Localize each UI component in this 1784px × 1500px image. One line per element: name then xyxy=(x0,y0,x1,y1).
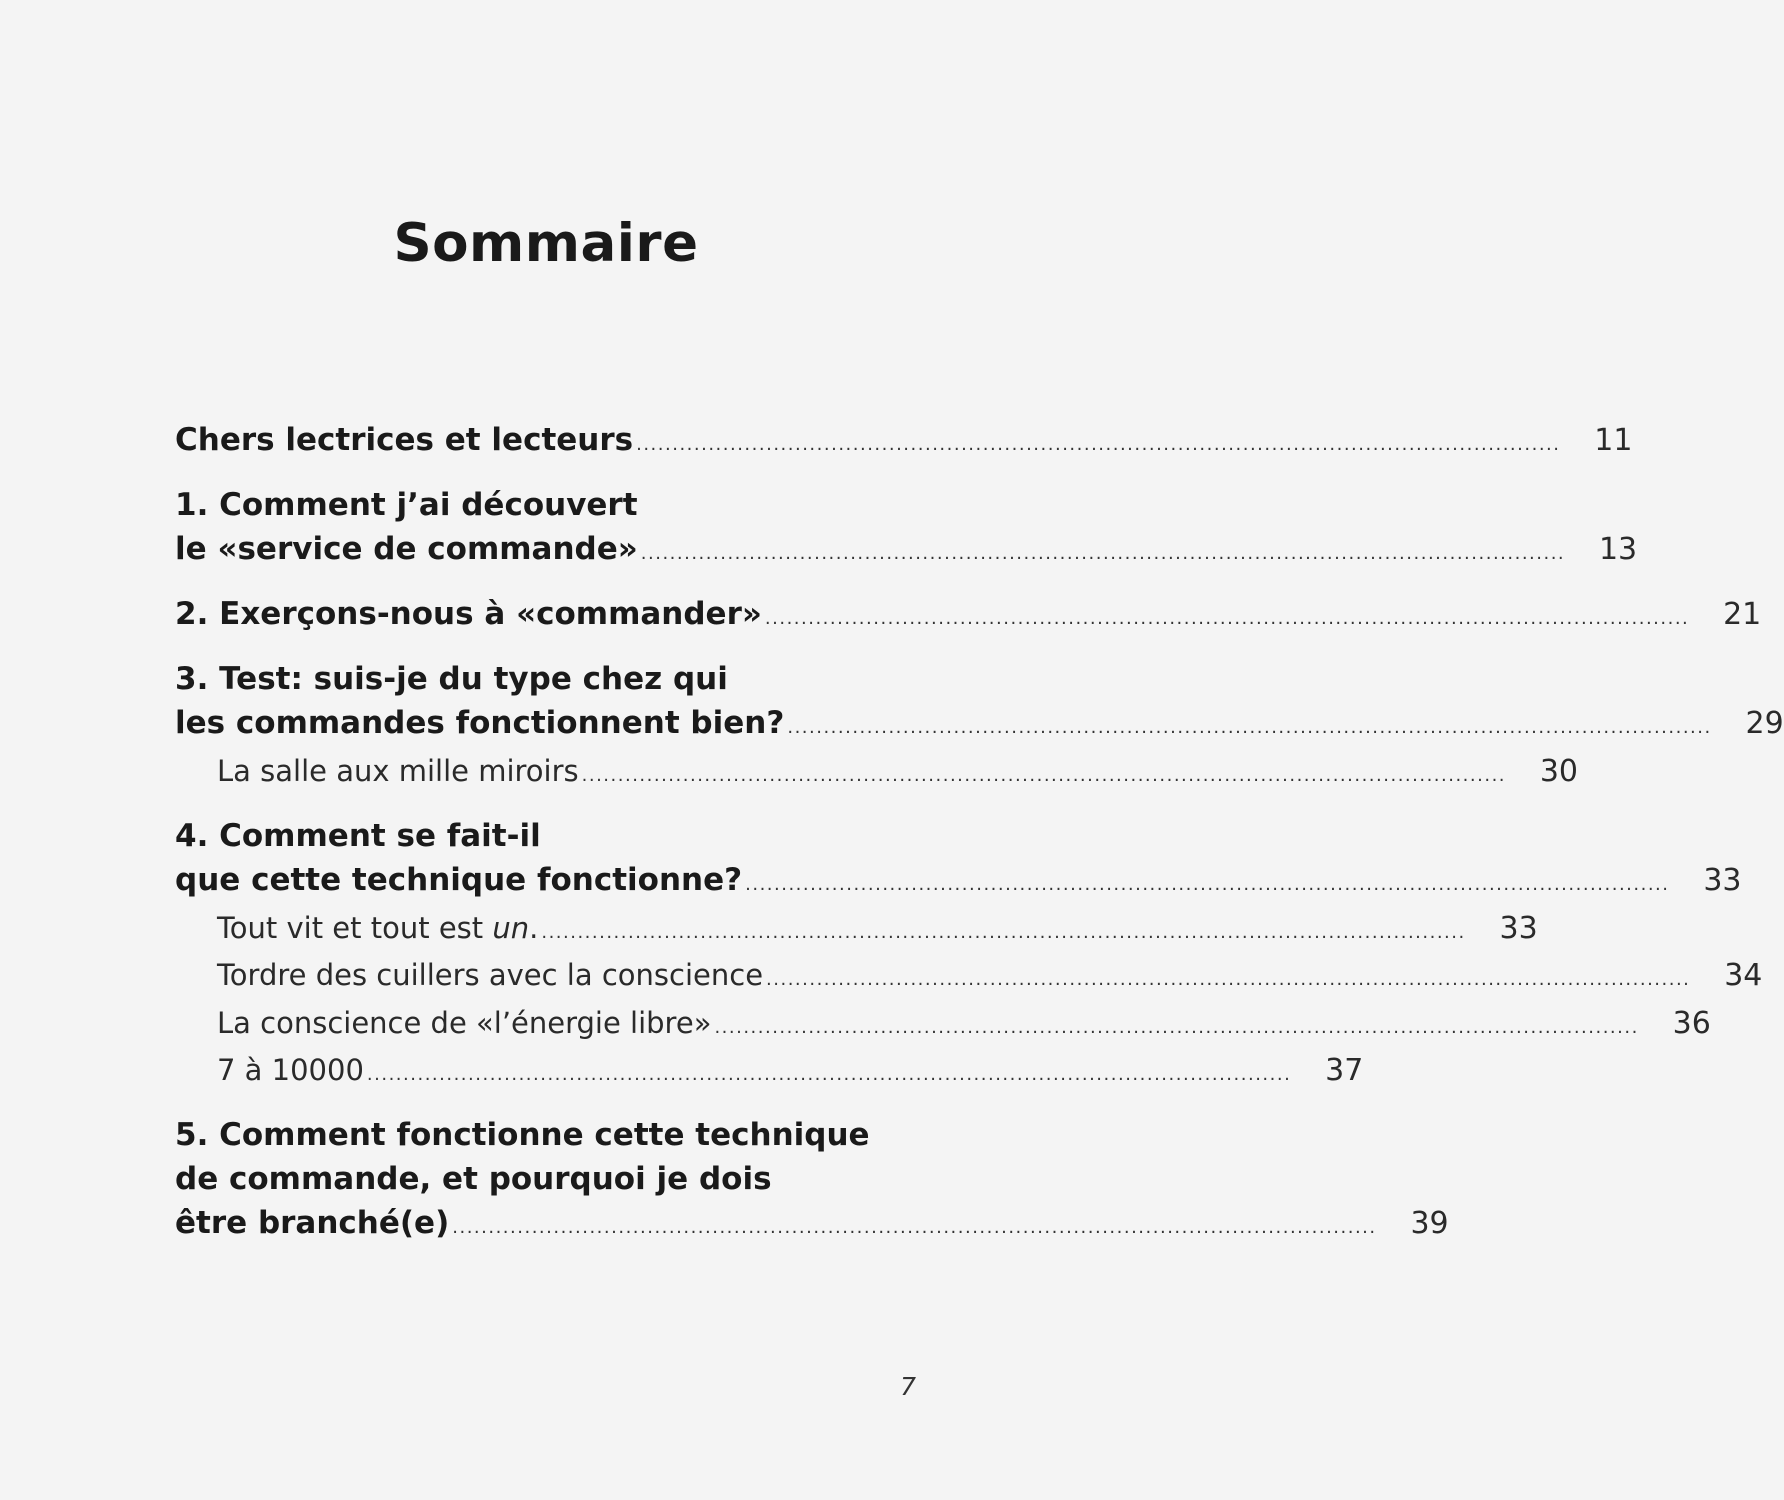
toc-subentry-free-energy[interactable] xyxy=(175,1002,1711,1050)
page-number: 7 xyxy=(900,1372,916,1401)
toc-entry-chapter-1[interactable] xyxy=(175,527,1638,576)
toc-entry-foreword[interactable] xyxy=(175,418,1633,467)
toc-subentry-suffix: . xyxy=(529,910,539,945)
toc-entry-chapter-1-line-1[interactable] xyxy=(175,483,917,527)
toc-entry-chapter-5-line-1[interactable] xyxy=(175,1113,917,1157)
toc-page-number: 11 xyxy=(1594,423,1633,458)
toc-entry-chapter-4[interactable] xyxy=(175,858,1742,907)
toc-subentry-spoons[interactable] xyxy=(175,954,1763,1002)
dot-leader: ................................................................................................................................ xyxy=(640,543,1566,564)
toc-entry-chapter-3-line-1[interactable] xyxy=(175,657,917,701)
dot-leader: ................................................................................................................................ xyxy=(764,608,1690,629)
toc-page-number: 13 xyxy=(1598,532,1638,567)
toc-entry-title: Chers lectrices et lecteurs xyxy=(175,422,634,458)
dot-leader: ................................................................................................................................ xyxy=(766,969,1691,990)
toc-page-number: 29 xyxy=(1745,706,1784,741)
toc-entry-title: 2. Exerçons-nous à «commander» xyxy=(175,596,762,632)
toc-page-number: 30 xyxy=(1539,754,1579,789)
toc-subentry-title: La salle aux mille miroirs xyxy=(217,754,579,788)
toc-page-number: 39 xyxy=(1410,1205,1449,1241)
toc-page-number: 34 xyxy=(1724,958,1763,993)
page-title: Sommaire xyxy=(393,213,699,274)
toc-subentry-emphasis: un xyxy=(492,910,530,945)
toc-entry-title: 5. Comment fonctionne cette technique xyxy=(175,1116,870,1153)
dot-leader: ................................................................................................................................ xyxy=(745,873,1670,895)
toc-entry-title: que cette technique fonctionne? xyxy=(175,861,743,898)
toc-entry-title: 1. Comment j’ai découvert xyxy=(175,487,638,523)
table-of-contents xyxy=(175,418,1784,1250)
toc-entry-chapter-5[interactable] xyxy=(175,1201,1449,1250)
dot-leader: ................................................................................................................................ xyxy=(787,717,1712,738)
toc-page-number: 33 xyxy=(1499,910,1538,946)
toc-entry-title: 3. Test: suis-je du type chez qui xyxy=(175,661,728,697)
toc-page-number: 37 xyxy=(1325,1053,1364,1088)
toc-subentry-title: 7 à 10000 xyxy=(217,1053,364,1087)
toc-entry-chapter-5-line-2[interactable] xyxy=(175,1157,917,1201)
toc-subentry-title: Tordre des cuillers avec la conscience xyxy=(217,958,764,992)
dot-leader: ................................................................................................................................ xyxy=(541,921,1466,943)
dot-leader: ................................................................................................................................ xyxy=(366,1064,1292,1085)
toc-subentry-7-to-10000[interactable] xyxy=(175,1049,1364,1097)
toc-subentry-all-is-one[interactable] xyxy=(175,907,1538,955)
dot-leader: ................................................................................................................................ xyxy=(581,765,1507,786)
toc-entry-title: être branché(e) xyxy=(175,1204,450,1241)
toc-subentry-title: La conscience de «l’énergie libre» xyxy=(217,1005,712,1040)
dot-leader: ................................................................................................................................ xyxy=(452,1216,1377,1238)
toc-entry-title: les commandes fonctionnent bien? xyxy=(175,705,785,741)
toc-entry-title: le «service de commande» xyxy=(175,531,638,567)
toc-entry-chapter-4-line-1[interactable] xyxy=(175,814,917,858)
toc-entry-chapter-2[interactable] xyxy=(175,592,1762,641)
toc-page-number: 36 xyxy=(1672,1005,1711,1041)
toc-entry-chapter-3[interactable] xyxy=(175,701,1784,750)
toc-page-number: 33 xyxy=(1703,862,1742,898)
toc-entry-title: de commande, et pourquoi je dois xyxy=(175,1160,772,1197)
dot-leader: ................................................................................................................................ xyxy=(714,1016,1639,1038)
toc-subentry-title xyxy=(217,907,538,951)
toc-entry-title: 4. Comment se fait-il xyxy=(175,817,541,854)
toc-subentry-prefix: Tout vit et tout est xyxy=(217,910,493,945)
dot-leader: ................................................................................................................................ xyxy=(636,434,1561,455)
toc-page-number: 21 xyxy=(1723,597,1762,632)
toc-subentry-mirrors[interactable] xyxy=(175,750,1579,798)
